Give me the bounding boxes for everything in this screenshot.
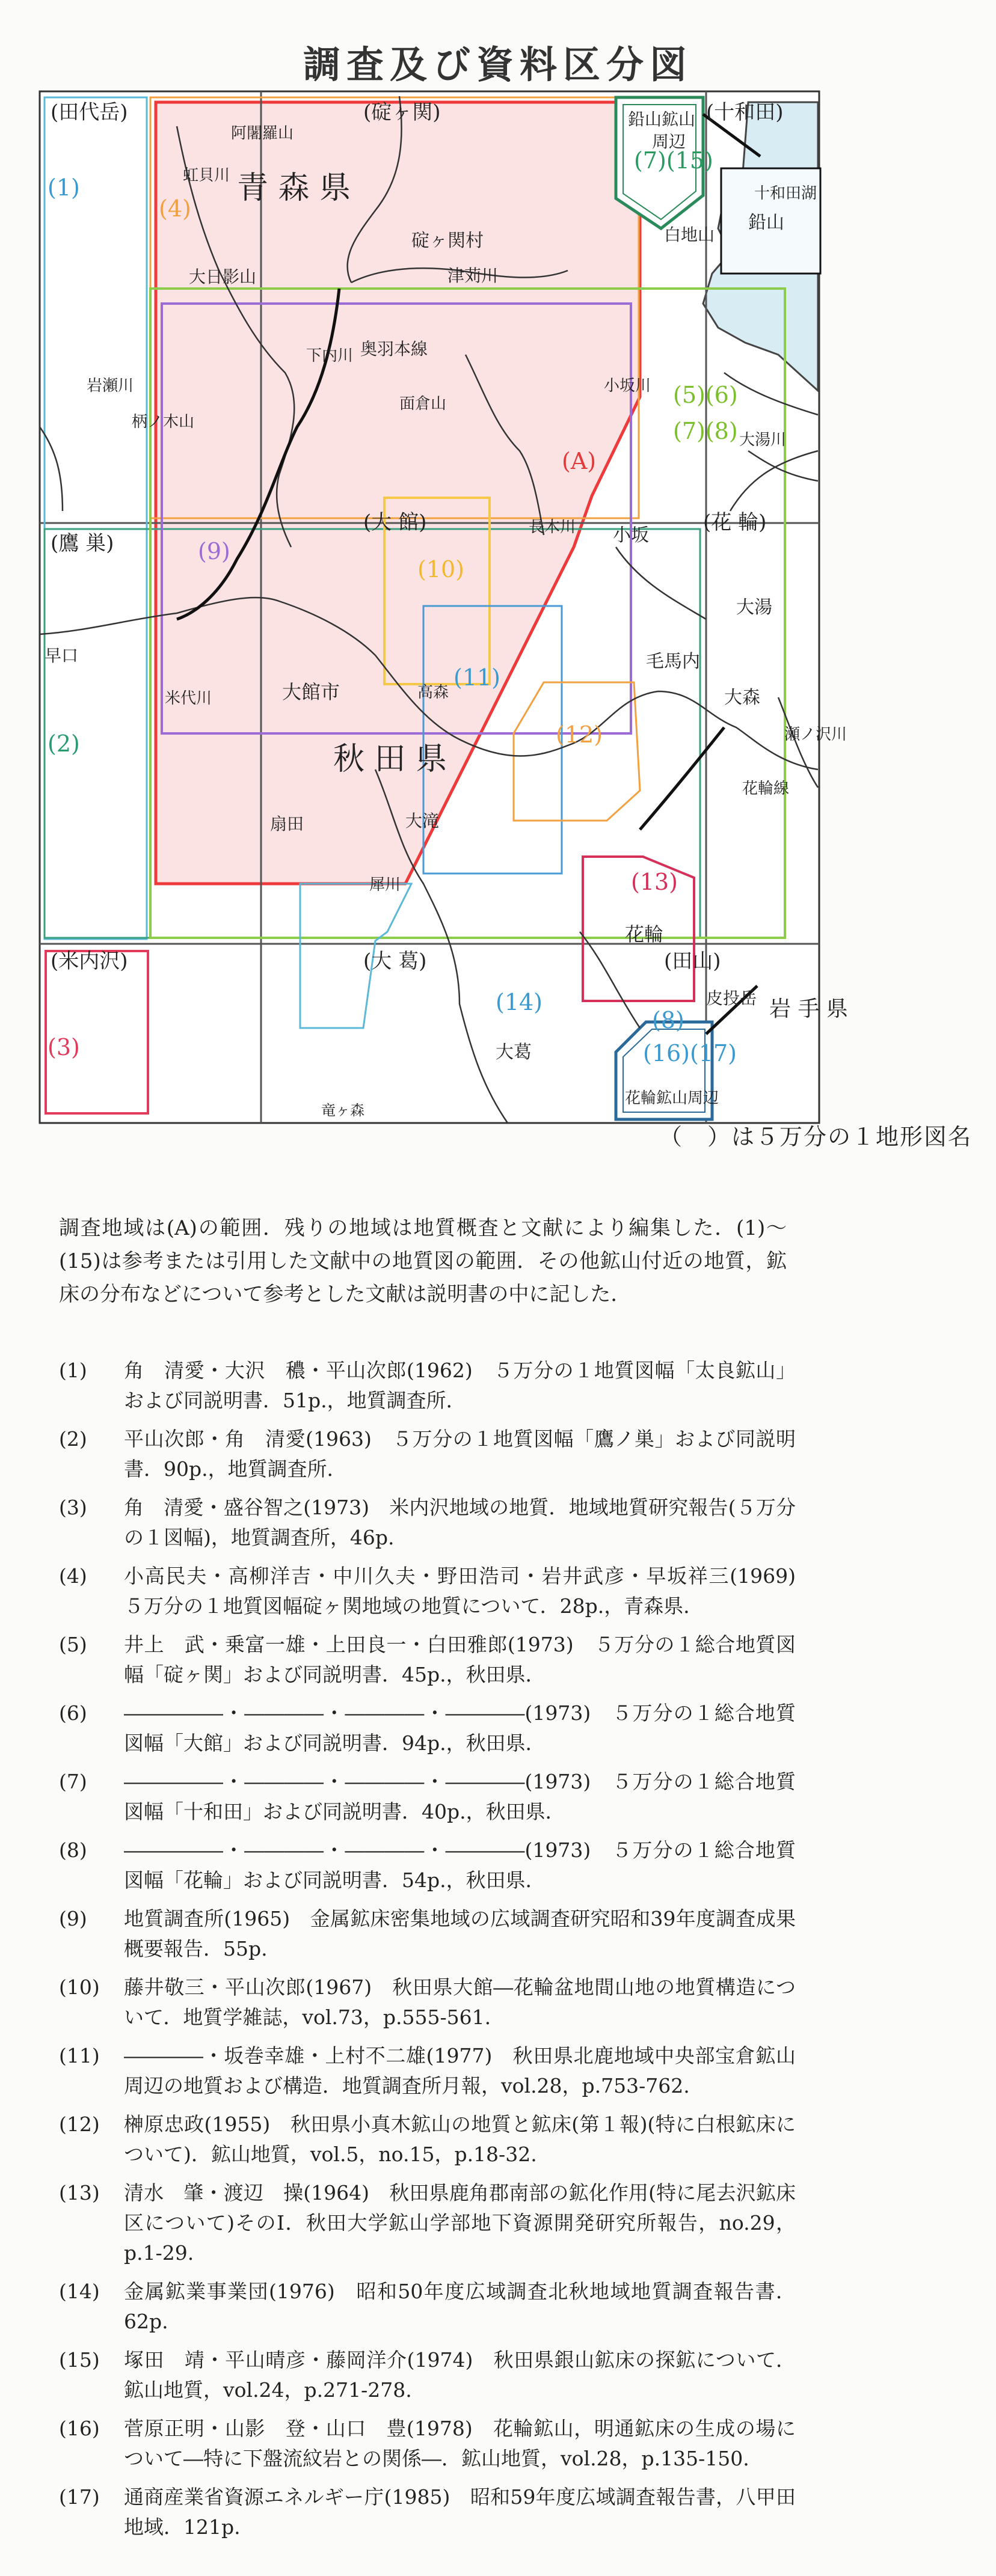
place-name: 花輪	[625, 923, 664, 946]
reference-item: (1) 角 清愛・大沢 穠・平山次郎(1962) ５万分の１地質図幅「太良鉱山」および同説明書．51p.，地質調査所．	[59, 1359, 796, 1412]
marker: (8)	[652, 1007, 684, 1033]
marker: (12)	[556, 721, 603, 748]
place-name: 長木川	[529, 518, 576, 536]
place-name: 青 森 県	[237, 170, 351, 206]
reference-item: (7) ―――――・――――・――――・――――(1973) ５万分の１総合地質図幅「十和田」および同説明書．40p.，秋田県．	[59, 1770, 796, 1823]
quad-label: (碇ヶ関)	[363, 100, 441, 124]
reference-item: (5) 井上 武・乗富一雄・上田良一・白田雅郎(1973) ５万分の１総合地質図幅「碇ヶ関」および同説明書．45p.，秋田県．	[59, 1633, 796, 1686]
marker: (3)	[48, 1034, 80, 1060]
place-name: 犀川	[369, 876, 401, 894]
quad-label: (花 輪)	[703, 510, 767, 534]
place-name: 秋 田 県	[333, 741, 447, 777]
map-caption: （ ）は５万分の１地形図名	[659, 1124, 972, 1150]
quad-label: (大 館)	[363, 510, 427, 534]
reference-item: (10) 藤井敬三・平山次郎(1967) 秋田県大館―花輪盆地間山地の地質構造について．地質学雑誌，vol.73，p.555-561.	[59, 1975, 796, 2029]
marker: (7)(15)	[634, 147, 713, 174]
quad-label: (田代岳)	[51, 100, 128, 124]
place-name: 十和田湖	[754, 185, 817, 203]
marker: (5)(6)	[673, 382, 738, 408]
place-name: 阿闍羅山	[231, 124, 294, 142]
place-name: 花輪線	[742, 780, 790, 798]
place-name: 大湯川	[739, 431, 787, 449]
place-name: 柄ノ木山	[132, 413, 195, 431]
place-name: 大葛	[496, 1042, 532, 1063]
place-name: 虹貝川	[183, 167, 230, 185]
reference-item: (17) 通商産業省資源エネルギー庁(1985) 昭和59年度広域調査報告書，八甲田地域．121p.	[59, 2485, 796, 2539]
place-name: 竜ヶ森	[321, 1102, 364, 1119]
quad-label: (田山)	[664, 949, 721, 973]
reference-item: (15) 塚田 靖・平山晴彦・藤岡洋介(1974) 秋田県銀山鉱床の探鉱について．鉱山地質，vol.24，p.271-278.	[59, 2348, 796, 2402]
place-name: 米代川	[165, 690, 212, 708]
reference-item: (9) 地質調査所(1965) 金属鉱床密集地域の広域調査研究昭和39年度調査成果概要報告．55p.	[59, 1907, 796, 1960]
marker: (4)	[159, 195, 191, 222]
marker: (2)	[48, 730, 80, 757]
reference-item: (4) 小高民夫・高柳洋吉・中川久夫・野田浩司・岩井武彦・早坂祥三(1969) ５万分の１地質図幅碇ヶ関地域の地質について．28p.，青森県．	[59, 1564, 816, 1618]
reference-item: (8) ―――――・――――・――――・――――(1973) ５万分の１総合地質図幅「花輪」および同説明書．54p.，秋田県．	[59, 1838, 796, 1892]
page-title: 調査及び資料区分図	[303, 43, 693, 87]
reference-item: (12) 榊原忠政(1955) 秋田県小真木鉱山の地質と鉱床(第１報)(特に白根鉱床について)．鉱山地質，vol.5，no.15，p.18-32.	[59, 2113, 796, 2166]
place-name: 白地山	[664, 225, 715, 245]
reference-list	[59, 1356, 816, 2551]
place-name: 大滝	[405, 811, 440, 831]
index-map	[38, 90, 848, 1124]
place-name: 毛馬内	[646, 651, 700, 672]
quad-label: (十和田)	[706, 100, 784, 124]
marker: (14)	[496, 989, 543, 1015]
marker: (13)	[631, 869, 678, 895]
reference-item: (3) 角 清愛・盛谷智之(1973) 米内沢地域の地質．地域地質研究報告(５万分の１図幅)，地質調査所，46p.	[59, 1496, 796, 1549]
place-name: 奥羽本線	[360, 339, 428, 359]
quad-label: (米内沢)	[51, 949, 128, 973]
marker: (11)	[453, 664, 501, 691]
reference-item: (6) ―――――・――――・――――・――――(1973) ５万分の１総合地質図幅「大館」および同説明書．94p.，秋田県．	[59, 1701, 796, 1755]
marker: (1)	[48, 174, 80, 201]
place-name: 高森	[417, 684, 449, 702]
reference-item: (2) 平山次郎・角 清愛(1963) ５万分の１地質図幅「鷹ノ巣」および同説明書．90p.，地質調査所．	[59, 1427, 796, 1481]
inset-label: 鉛山鉱山	[628, 109, 696, 129]
place-name: 早口	[45, 646, 79, 665]
inset-label: 鉛山	[748, 212, 784, 233]
place-name: 小坂	[613, 525, 649, 546]
marker: (16)(17)	[643, 1040, 737, 1066]
place-name: 大森	[724, 687, 760, 708]
reference-item: (16) 菅原正明・山影 登・山口 豊(1978) 花輪鉱山，明通鉱床の生成の場について―特に下盤流紋岩との関係―．鉱山地質，vol.28，p.135-150.	[59, 2417, 796, 2470]
inset-label: 花輪鉱山周辺	[625, 1089, 719, 1107]
quad-label: (大 葛)	[363, 949, 427, 973]
marker: (9)	[198, 538, 230, 564]
reference-item: (11) ――――・坂巻幸雄・上村不二雄(1977) 秋田県北鹿地域中央部宝倉鉱山周辺の地質および構造．地質調査所月報，vol.28，p.753-762.	[59, 2044, 796, 2097]
place-name: 大館市	[282, 681, 340, 703]
intro-paragraph: 調査地域は(A)の範囲．残りの地域は地質概査と文献により編集した．(1)～(15)は参考または引用した文献中の地質図の範囲．その他鉱山付近の地質，鉱床の分布などについて参考とした文献は説明書の中に記した．	[59, 1216, 787, 1306]
place-name: 小坂川	[604, 377, 651, 395]
place-name: 皮投岳	[706, 988, 757, 1008]
place-name: 津苅川	[447, 266, 499, 286]
place-name: 大湯	[736, 597, 772, 618]
place-name: 碇ヶ関村	[411, 230, 484, 251]
quad-label: (鷹 巣)	[51, 531, 114, 555]
reference-item: (13) 清水 肇・渡辺 操(1964) 秋田県鹿角郡南部の鉱化作用(特に尾去沢鉱床区について)そのⅠ．秋田大学鉱山学部地下資源開発研究所報告，no.29，p.1-29.	[59, 2181, 796, 2265]
place-name: 瀬ノ沢川	[784, 726, 847, 744]
inset-label: 周辺	[652, 132, 686, 151]
place-name: 扇田	[270, 814, 304, 834]
place-name: 大日影山	[189, 267, 257, 287]
place-name: 下内川	[306, 347, 354, 365]
marker: (10)	[417, 556, 465, 583]
marker: (A)	[562, 448, 597, 474]
marker: (7)(8)	[673, 418, 738, 444]
place-name: 岩瀬川	[87, 377, 134, 395]
place-name: 面倉山	[399, 395, 447, 413]
place-name: 岩 手 県	[769, 997, 848, 1021]
reference-item: (14) 金属鉱業事業団(1976) 昭和50年度広域調査北秋地域地質調査報告書．62p.	[59, 2280, 796, 2333]
